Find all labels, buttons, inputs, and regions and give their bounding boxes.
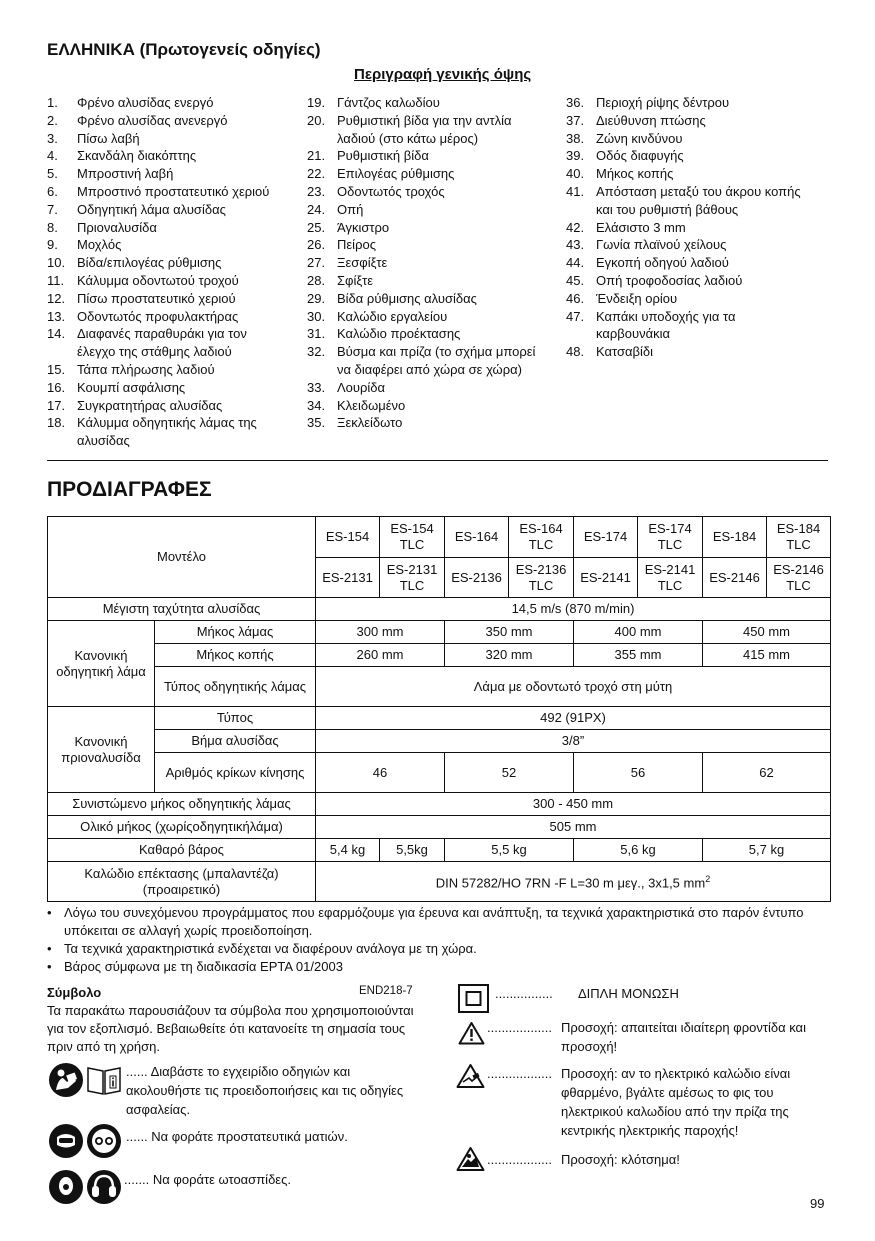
net-weight-label: Καθαρό βάρος [48,839,316,862]
cut-length-cell: 415 mm [703,644,831,667]
item-number: 19. [307,95,326,110]
note-item: • Τα τεχνικά χαρακτηριστικά ενδέχεται να διαφέρουν ανάλογα με τη χώρα. [47,941,477,956]
item-label: Καλώδιο εργαλείου [337,308,448,324]
item-label: Επιλογέας ρύθμισης [337,166,455,182]
parts-list-item [566,254,808,272]
item-number: 2. [47,112,58,128]
model-cell: ES-2141 [574,558,638,598]
item-label: Διεύθυνση πτώσης [596,112,706,128]
kickback-dots: .................. [487,1152,553,1167]
parts-list-item [566,165,808,183]
item-label: Οδοντωτός τροχός [337,183,445,199]
parts-list-item [307,94,545,112]
item-number: 16. [47,379,66,395]
double-insulation-dots: ................ [495,986,553,1001]
item-label: Απόσταση μεταξύ του άκρου κοπής και του ρυθμιστή βάθους [596,183,801,217]
item-label: Λουρίδα [337,379,386,395]
parts-list-item [566,272,808,290]
item-number: 26. [307,237,326,253]
model-cell: ES-164 TLC [509,517,574,558]
parts-list-item [47,290,279,308]
parts-list-item [47,379,279,397]
parts-list-item [47,254,279,272]
parts-list-item [307,219,545,237]
item-number: 38. [566,130,585,146]
item-number: 22. [307,166,326,182]
cut-length-label: Μήκος κοπής [155,644,316,667]
parts-list-item [47,325,279,361]
cord-label: Καλώδιο επέκτασης (μπαλαντέζα) (προαιρετικό) [48,862,316,902]
item-label: Καπάκι υποδοχής για τα καρβουνάκια [596,308,736,342]
note-item: • Λόγω του συνεχόμενου προγράμματος που εφαρμόζουμε για έρευνα και ανάπτυξη, τα τεχνικά χαρακτηριστικά στο παρόν έντυπο υπόκειται σε αλλαγή χωρίς προειδοποίηση. [47,904,832,940]
item-number: 24. [307,201,326,217]
damaged-cord-warning-icon [456,1063,485,1089]
parts-list-item [47,94,279,112]
cut-length-cell: 320 mm [445,644,574,667]
drive-links-cell: 46 [316,753,445,793]
item-label: Καλώδιο προέκτασης [337,326,461,342]
manual-book-icon [86,1064,122,1096]
drive-links-cell: 56 [574,753,703,793]
kickback-warning-icon [456,1146,485,1172]
model-cell: ES-2146 TLC [767,558,831,598]
parts-list-column-1 [47,94,279,450]
caution-dots: .................. [487,1020,553,1035]
item-label: Φρένο αλυσίδας ενεργό [77,95,214,110]
net-weight-cell: 5,5kg [380,839,445,862]
eye-protection-icon [48,1123,84,1159]
parts-list-item [307,308,545,326]
parts-list-item [47,236,279,254]
chain-type-value: 492 (91PX) [316,707,831,730]
item-number: 32. [307,344,326,360]
parts-list-item [566,236,808,254]
bar-length-cell: 400 mm [574,621,703,644]
cord-damage-dots: .................. [487,1066,553,1081]
item-number: 23. [307,183,326,199]
item-label: Κάλυμμα οδηγητικής λάμας της αλυσίδας [77,415,257,449]
model-cell: ES-2136 [445,558,509,598]
parts-list-item [47,397,279,415]
parts-list-item [307,325,545,343]
item-label: Βίδα/επιλογέας ρύθμισης [77,255,222,271]
warning-triangle-icon [458,1021,485,1045]
parts-list-item [566,219,808,237]
parts-list-item [307,414,545,432]
item-number: 36. [566,95,585,110]
item-number: 9. [47,237,58,253]
parts-list-item [307,343,545,379]
bar-length-label: Μήκος λάμας [155,621,316,644]
parts-list-item [47,165,279,183]
item-label: Βύσμα και πρίζα (το σχήμα μπορεί να διαφέρει από χώρα σε χώρα) [337,344,536,377]
item-number: 41. [566,183,585,199]
item-label: Πείρος [337,237,376,253]
bar-length-cell: 450 mm [703,621,831,644]
net-weight-cell: 5,7 kg [703,839,831,862]
item-number: 48. [566,344,585,360]
parts-list-item [47,147,279,165]
item-label: Σκανδάλη διακόπτης [77,148,197,164]
item-number: 44. [566,255,585,271]
recommended-bar-label: Συνιστώμενο μήκος οδηγητικής λάμας [48,793,316,816]
item-number: 40. [566,166,585,182]
item-number: 45. [566,272,585,288]
kickback-text: Προσοχή: κλότσημα! [561,1152,680,1167]
item-number: 35. [307,415,326,431]
item-number: 7. [47,201,58,217]
page-number: 99 [810,1196,825,1211]
chain-group-label: Κανονική πριοναλυσίδα [48,707,155,793]
item-label: Γάντζος καλωδίου [337,95,440,110]
chain-pitch-value: 3/8” [316,730,831,753]
item-number: 43. [566,237,585,253]
parts-list-item [307,147,545,165]
parts-list-item [307,236,545,254]
item-number: 1. [47,95,58,110]
symbols-intro: Τα παρακάτω παρουσιάζουν τα σύμβολα που χρησιμοποιούνται για τον εξοπλισμό. Βεβαιωθείτε ότι κατανοείτε τη σημασία τους πριν από τη χρήση. [47,1003,414,1054]
parts-list-item [566,308,808,344]
ear-protection-icon [48,1169,84,1205]
spec-notes [47,904,832,976]
bar-length-cell: 300 mm [316,621,445,644]
item-label: Ρυθμιστική βίδα [337,148,429,164]
parts-list-item [47,112,279,130]
parts-list-item [47,414,279,450]
item-label: Φρένο αλυσίδας ανενεργό [77,112,228,128]
note-text: Λόγω του συνεχόμενου προγράμματος που εφαρμόζουμε για έρευνα και ανάπτυξη, τα τεχνικά χαρακτηριστικά στο παρόν έντυπο υπόκειται σε αλλαγή χωρίς προειδοποίηση. [64,905,804,938]
model-label: Μοντέλο [48,517,316,598]
item-label: Γωνία πλαϊνού χείλους [596,237,727,253]
caution-text: Προσοχή: απαιτείται ιδιαίτερη φροντίδα και προσοχή! [561,1020,806,1054]
parts-list-item [307,272,545,290]
model-cell: ES-2141 TLC [638,558,703,598]
item-number: 33. [307,379,326,395]
parts-list-item [307,254,545,272]
item-number: 27. [307,255,326,271]
note-item: • Βάρος σύμφωνα με τη διαδικασία EPTA 01/2003 [47,959,343,974]
parts-list-item [566,183,808,219]
item-label: Κάλυμμα οδοντωτού τροχού [77,272,239,288]
eye-protection-text: ...... Να φοράτε προστατευτικά ματιών. [126,1129,348,1144]
item-number: 20. [307,112,326,128]
language-title: ΕΛΛΗΝΙΚΑ (Πρωτογενείς οδηγίες) [47,40,321,59]
parts-list-item [307,397,545,415]
item-label: Πίσω προστατευτικό χεριού [77,290,236,306]
drive-links-label: Αριθμός κρίκων κίνησης [155,753,316,793]
drive-links-cell: 52 [445,753,574,793]
parts-list-column-3 [566,94,808,361]
model-cell: ES-154 TLC [380,517,445,558]
item-number: 34. [307,397,326,413]
item-number: 42. [566,219,585,235]
item-label: Ένδειξη ορίου [596,290,678,306]
parts-list-column-2 [307,94,545,432]
item-label: Κατσαβίδι [596,344,654,360]
cord-value [316,862,831,902]
symbols-heading: Σύμβολο [47,985,102,1000]
parts-list-item [47,130,279,148]
item-label: Ελάσιστο 3 mm [596,219,686,235]
bar-type-value: Λάμα με οδοντωτό τροχό στη μύτη [316,667,831,707]
parts-list-item [47,201,279,219]
item-number: 4. [47,148,58,164]
item-number: 31. [307,326,326,342]
parts-list-item [307,379,545,397]
item-number: 3. [47,130,58,146]
item-number: 8. [47,219,58,235]
chain-pitch-label: Βήμα αλυσίδας [155,730,316,753]
item-label: Οπή [337,201,364,217]
chain-type-label: Τύπος [155,707,316,730]
cord-value-text: DIN 57282/HO 7RN -F L=30 m μεγ., 3x1,5 mm [435,875,706,891]
model-cell: ES-2131 TLC [380,558,445,598]
item-number: 29. [307,290,326,306]
item-label: Οδηγητική λάμα αλυσίδας [77,201,226,217]
model-cell: ES-2136 TLC [509,558,574,598]
item-label: Περιοχή ρίψης δέντρου [596,95,730,110]
bar-group-label: Κανονική οδηγητική λάμα [48,621,155,707]
net-weight-cell: 5,6 kg [574,839,703,862]
item-number: 47. [566,308,585,324]
item-label: Ξεσφίξτε [337,255,388,271]
item-label: Μπροστινό προστατευτικό χεριού [77,183,270,199]
item-number: 14. [47,326,66,342]
parts-list-item [47,361,279,379]
bar-length-cell: 350 mm [445,621,574,644]
bar-type-label: Τύπος οδηγητικής λάμας [155,667,316,707]
parts-list-item [566,94,808,112]
item-number: 46. [566,290,585,306]
model-cell: ES-174 [574,517,638,558]
parts-list-item [47,183,279,201]
overall-length-label: Ολικό μήκος (χωρίςοδηγητικήλάμα) [48,816,316,839]
parts-list-item [307,165,545,183]
item-label: Μπροστινή λαβή [77,166,174,182]
parts-list-item [566,130,808,148]
model-cell: ES-154 [316,517,380,558]
symbols-code: END218-7 [359,985,413,997]
item-label: Οδός διαφυγής [596,148,684,164]
model-cell: ES-2131 [316,558,380,598]
double-insulation-text: ΔΙΠΛΗ ΜΟΝΩΣΗ [578,986,679,1001]
item-label: Κουμπί ασφάλισης [77,379,186,395]
item-label: Οπή τροφοδοσίας λαδιού [596,272,743,288]
item-number: 17. [47,397,66,413]
max-speed-label: Μέγιστη ταχύτητα αλυσίδας [48,598,316,621]
specifications-title: ΠΡΟΔΙΑΓΡΑΦΕΣ [47,478,212,501]
item-number: 6. [47,183,58,199]
note-text: Τα τεχνικά χαρακτηριστικά ενδέχεται να διαφέρουν ανάλογα με τη χώρα. [64,941,477,956]
item-number: 28. [307,272,326,288]
net-weight-cell: 5,4 kg [316,839,380,862]
net-weight-cell: 5,5 kg [445,839,574,862]
max-speed-value: 14,5 m/s (870 m/min) [316,598,831,621]
item-label: Τάπα πλήρωσης λαδιού [77,361,215,377]
model-cell: ES-184 TLC [767,517,831,558]
item-number: 37. [566,112,585,128]
overall-length-value: 505 mm [316,816,831,839]
parts-list-item [307,183,545,201]
item-number: 10. [47,255,66,271]
parts-list-item [566,147,808,165]
cord-value-sup: 2 [705,874,711,885]
model-cell: ES-2146 [703,558,767,598]
double-insulation-icon [458,984,489,1013]
recommended-bar-value: 300 - 450 mm [316,793,831,816]
item-label: Σφίξτε [337,272,374,288]
item-number: 39. [566,148,585,164]
item-label: Εγκοπή οδηγού λαδιού [596,255,729,271]
item-number: 11. [47,272,65,288]
overview-title: Περιγραφή γενικής όψης [354,66,532,83]
parts-list-item [47,272,279,290]
item-label: Πίσω λαβή [77,130,140,146]
read-manual-text: ...... Διαβάστε το εγχειρίδιο οδηγιών και ακολουθήστε τις προειδοποιήσεις και τις οδηγίες ασφαλείας. [126,1064,404,1117]
goggles-icon [86,1123,122,1159]
parts-list-item [47,219,279,237]
item-number: 30. [307,308,326,324]
cord-damage-text: Προσοχή: αν το ηλεκτρικό καλώδιο είναι φθαρμένο, βγάλτε αμέσως το φις του ηλεκτρικού καλωδίου από την πρίζα της κεντρικής ηλεκτρικής παροχής! [561,1066,791,1138]
item-label: Άγκιστρο [337,219,390,235]
item-label: Διαφανές παραθυράκι για τον έλεγχο της στάθμης λαδιού [77,326,247,360]
item-number: 21. [307,148,326,164]
specifications-table [47,516,831,902]
item-label: Κλειδωμένο [337,397,406,413]
item-number: 5. [47,166,58,182]
item-label: Πριοναλυσίδα [77,219,157,235]
parts-list-item [566,290,808,308]
item-number: 15. [47,361,66,377]
item-label: Ρυθμιστική βίδα για την αντλία λαδιού (στο κάτω μέρος) [337,112,512,146]
section-divider [47,460,828,461]
read-manual-person-icon [48,1062,84,1098]
parts-list-item [307,201,545,219]
item-label: Μήκος κοπής [596,166,674,182]
ear-protection-text: ....... Να φοράτε ωτοασπίδες. [124,1172,291,1187]
item-label: Ξεκλείδωτο [337,415,403,431]
note-text: Βάρος σύμφωνα με τη διαδικασία EPTA 01/2003 [64,959,343,974]
item-label: Μοχλός [77,237,122,253]
parts-list-item [307,112,545,148]
parts-list-item [566,343,808,361]
cut-length-cell: 355 mm [574,644,703,667]
item-label: Ζώνη κινδύνου [596,130,683,146]
drive-links-cell: 62 [703,753,831,793]
parts-list-item [47,308,279,326]
item-label: Οδοντωτός προφυλακτήρας [77,308,239,324]
parts-list-item [307,290,545,308]
earmuffs-icon [86,1169,122,1205]
item-number: 13. [47,308,66,324]
item-number: 18. [47,415,66,431]
model-cell: ES-164 [445,517,509,558]
cut-length-cell: 260 mm [316,644,445,667]
item-number: 25. [307,219,326,235]
item-number: 12. [47,290,66,306]
item-label: Συγκρατητήρας αλυσίδας [77,397,223,413]
item-label: Βίδα ρύθμισης αλυσίδας [337,290,477,306]
model-cell: ES-184 [703,517,767,558]
model-cell: ES-174 TLC [638,517,703,558]
parts-list-item [566,112,808,130]
